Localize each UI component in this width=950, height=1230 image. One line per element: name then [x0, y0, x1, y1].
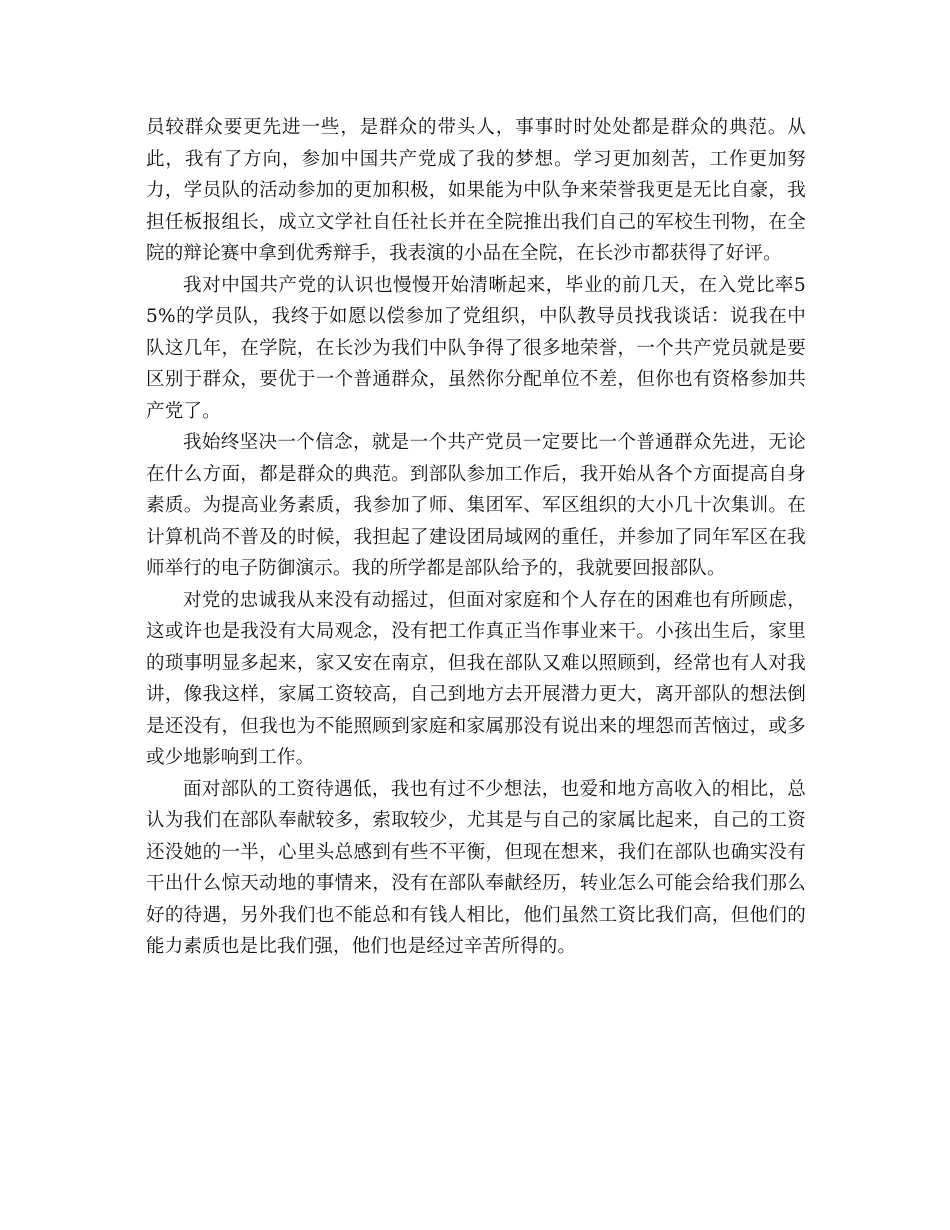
paragraph-4: 对党的忠诚我从来没有动摇过，但面对家庭和个人存在的困难也有所顾虑，这或许也是我没有大局观念，没有把工作真正当作事业来干。小孩出生后，家里的琐事明显多起来，家又安在南京，但我在部队又难以照顾到，经常也有人对我讲，像我这样，家属工资较高，自己到地方去开展潜力更大，离开部队的想法倒是还没有，但我也为不能照顾到家庭和家属那没有说出来的埋怨而苦恼过，或多或少地影响到工作。 [146, 589, 806, 768]
paragraph-5: 面对部队的工资待遇低，我也有过不少想法，也爱和地方高收入的相比，总认为我们在部队奉献较多，索取较少，尤其是与自己的家属比起来，自己的工资还没她的一半，心里头总感到有些不平衡，但现在想来，我们在部队也确实没有干出什么惊天动地的事情来，没有在部队奉献经历，转业怎么可能会给我们那么好的待遇，另外我们也不能总和有钱人相比，他们虽然工资比我们高，但他们的能力素质也是比我们强，他们也是经过辛苦所得的。 [146, 778, 806, 957]
document-body [146, 112, 806, 963]
paragraph-3: 我始终坚决一个信念，就是一个共产党员一定要比一个普通群众先进，无论在什么方面，都是群众的典范。到部队参加工作后，我开始从各个方面提高自身素质。为提高业务素质，我参加了师、集团军、军区组织的大小几十次集训。在计算机尚不普及的时候，我担起了建设团局域网的重任，并参加了同年军区在我师举行的电子防御演示。我的所学都是部队给予的，我就要回报部队。 [146, 432, 806, 579]
paragraph-2: 我对中国共产党的认识也慢慢开始清晰起来，毕业的前几天，在入党比率55%的学员队，我终于如愿以偿参加了党组织，中队教导员找我谈话：说我在中队这几年，在学院，在长沙为我们中队争得了很多地荣誉，一个共产党员就是要区别于群众，要优于一个普通群众，虽然你分配单位不差，但你也有资格参加共产党了。 [146, 274, 806, 422]
paragraph-1: 员较群众要更先进一些，是群众的带头人，事事时时处处都是群众的典范。从此，我有了方向，参加中国共产党成了我的梦想。学习更加刻苦，工作更加努力，学员队的活动参加的更加积极，如果能为中队争来荣誉我更是无比自豪，我担任板报组长，成立文学社自任社长并在全院推出我们自己的军校生刊物，在全院的辩论赛中拿到优秀辩手，我表演的小品在全院，在长沙市都获得了好评。 [146, 117, 806, 264]
